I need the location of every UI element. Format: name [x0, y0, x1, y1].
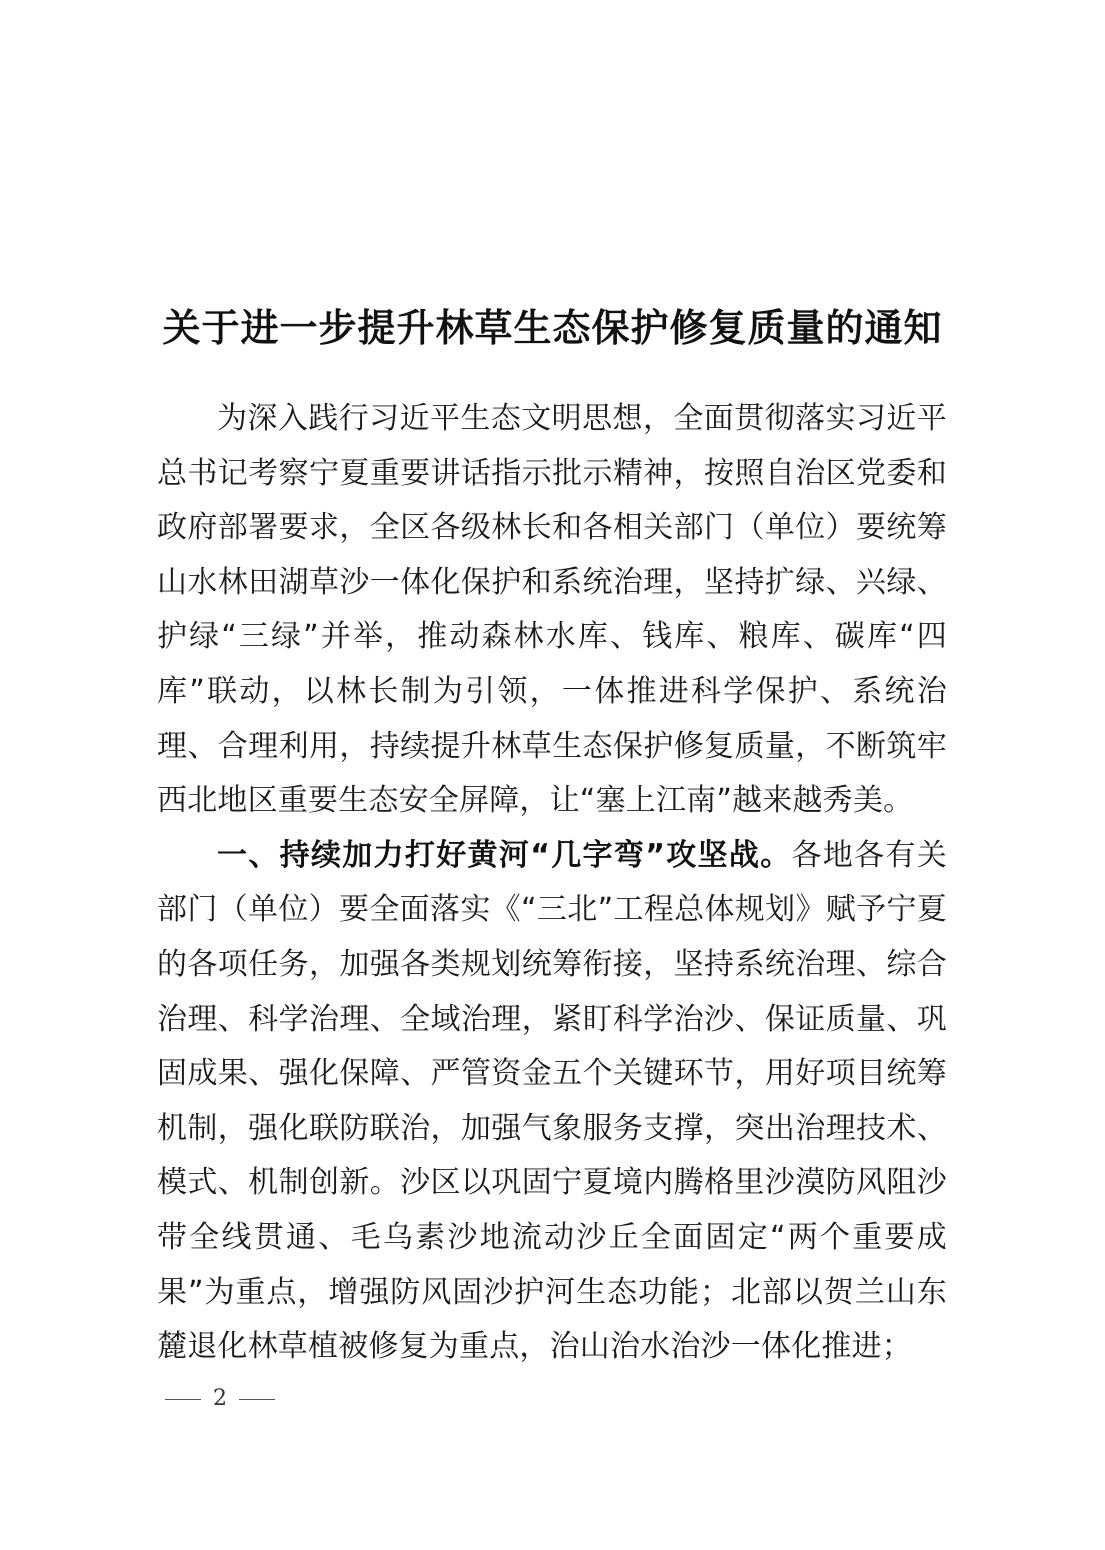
section-one-heading: 一、持续加力打好黄河“几字弯”攻坚战。 [217, 837, 792, 873]
page-number: 2 [213, 1386, 227, 1411]
footer-dash-left [165, 1399, 201, 1400]
document-body [157, 392, 947, 1375]
section-one-text: 各地各有关部门（单位）要全面落实《“三北”工程总体规划》赋予宁夏的各项任务，加强各类规划统筹衔接，坚持系统治理、综合治理、科学治理、全域治理，紧盯科学治沙、保证质量、巩固成果、强化保障、严管资金五个关键环节，用好项目统筹机制，强化联防联治，加强气象服务支撑，突出治理技术、模式、机制创新。沙区以巩固宁夏境内腾格里沙漠防风阻沙带全线贯通、毛乌素沙地流动沙丘全面固定“两个重要成果”为重点，增强防风固沙护河生态功能；北部以贺兰山东麓退化林草植被修复为重点，治山治水治沙一体化推进； [157, 837, 948, 1365]
intro-paragraph [157, 392, 947, 829]
intro-paragraph-text: 为深入践行习近平生态文明思想，全面贯彻落实习近平总书记考察宁夏重要讲话指示批示精神，按照自治区党委和政府部署要求，全区各级林长和各相关部门（单位）要统筹山水林田湖草沙一体化保护和系统治理，坚持扩绿、兴绿、护绿“三绿”并举，推动森林水库、钱库、粮库、碳库“四库”联动，以林长制为引领，一体推进科学保护、系统治理、合理利用，持续提升林草生态保护修复质量，不断筑牢西北地区重要生态安全屏障，让“塞上江南”越来越秀美。 [157, 401, 947, 819]
document-title: 关于进一步提升林草生态保护修复质量的通知 [162, 305, 943, 350]
footer-dash-right [239, 1399, 275, 1400]
page-footer [165, 1384, 275, 1414]
section-one-paragraph [157, 829, 947, 1375]
